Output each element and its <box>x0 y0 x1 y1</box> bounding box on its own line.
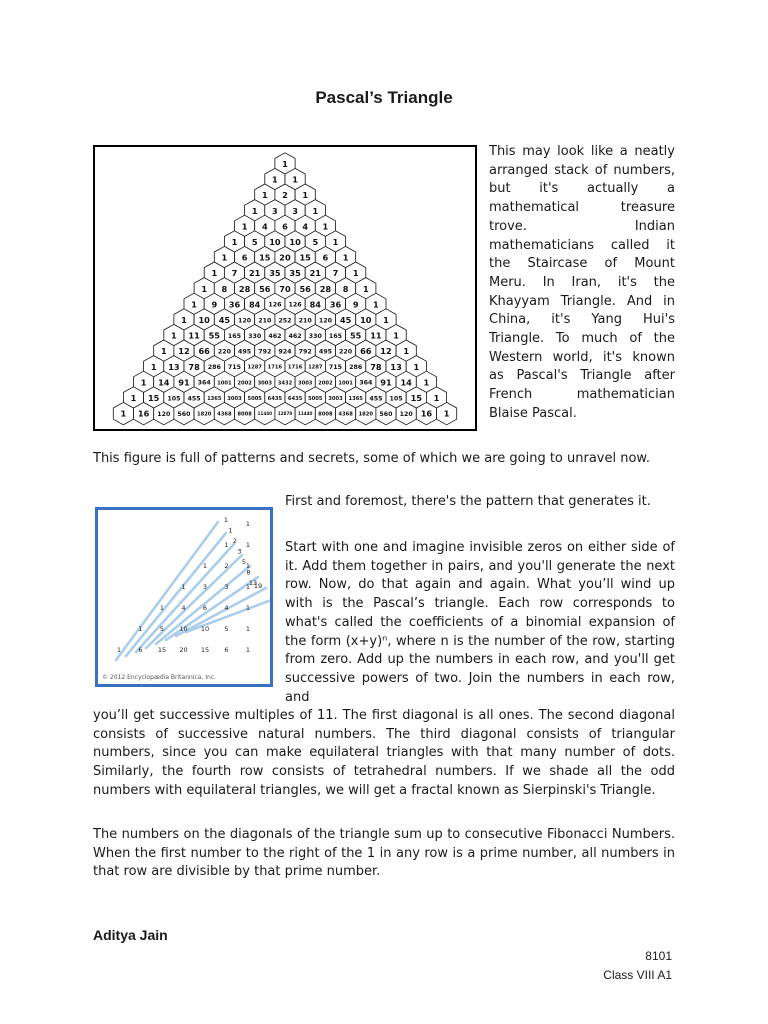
pascal-cell-value: 495 <box>238 348 252 356</box>
diagonal-triangle-value: 3 <box>224 583 229 591</box>
diagonal-triangle-value: 1 <box>245 625 251 633</box>
pascal-cell-value: 1 <box>443 408 450 419</box>
pascal-cell-value: 6435 <box>287 395 303 402</box>
pascal-cell-value: 1 <box>413 361 420 372</box>
pascal-cell-value: 1 <box>221 252 228 263</box>
pascal-cell-value: 84 <box>309 299 322 310</box>
pascal-cell-value: 11440 <box>257 411 273 417</box>
pascal-cell-value: 1287 <box>247 364 262 371</box>
pascal-cell-value: 5 <box>312 236 319 247</box>
pascal-cell-value: 10 <box>269 236 281 247</box>
diagonal-sum-label: 1 <box>228 526 233 535</box>
pascal-cell-value: 66 <box>360 346 372 357</box>
diagonal-triangle-value: 4 <box>224 604 229 612</box>
pascal-cell-value: 2 <box>282 190 288 201</box>
pascal-cell-value: 6 <box>282 221 288 232</box>
start-paragraph: Start with one and imagine invisible zeros on either side of it. Add them together in pairs, and you'll generate the next row. Now, do that again and again. What you’ll wind up with is the Pascal’s triangle. Each row corresponds to what's called the coefficients of a binomial expansion of the form (x+y)ⁿ, where n is the number of the row, starting from zero. Add up the numbers in each row, and you'll get successive powers of two. Join the numbers in each row, and <box>285 540 675 705</box>
pascal-cell-value: 35 <box>269 268 281 279</box>
pascal-cell-value: 1 <box>261 190 268 201</box>
pascal-cell-value: 56 <box>299 283 311 294</box>
pascal-cell-value: 13 <box>390 361 402 372</box>
pascal-cell-value: 1 <box>251 205 258 216</box>
pascal-cell-value: 28 <box>238 283 251 294</box>
diagonal-triangle-value: 1 <box>245 541 251 549</box>
pascal-cell-value: 1001 <box>338 380 353 387</box>
pascal-cell-value: 1 <box>312 205 319 216</box>
pascal-cell-value: 6 <box>241 252 248 263</box>
pascal-cell-value: 715 <box>227 364 242 372</box>
pascal-triangle-figure <box>93 145 477 431</box>
pascal-cell-value: 1 <box>150 361 157 372</box>
pascal-cell-value: 1 <box>191 299 197 310</box>
pascal-cell-value: 15 <box>299 252 311 263</box>
diagonals-figure <box>95 507 273 687</box>
pascal-cell-value: 45 <box>339 314 352 325</box>
pascal-cell-value: 1 <box>201 283 208 294</box>
pascal-cell-value: 1716 <box>287 364 303 371</box>
diagonal-triangle-value: 6 <box>224 646 229 654</box>
diagonal-triangle-value: 1 <box>245 520 251 528</box>
pascal-cell-value: 4368 <box>217 411 232 418</box>
diagonal-triangle-value: 4 <box>181 604 186 612</box>
pascal-cell-value: 8008 <box>237 411 252 418</box>
pascal-cell-value: 9 <box>211 299 218 310</box>
pascal-cell-value: 120 <box>157 410 171 418</box>
pascal-cell-value: 1 <box>211 268 218 279</box>
pascal-cell-value: 2002 <box>318 380 333 387</box>
pascal-cell-value: 45 <box>218 314 231 325</box>
pascal-cell-value: 10 <box>360 314 372 325</box>
diagonal-line <box>176 588 266 636</box>
pascal-cell-value: 210 <box>298 317 312 325</box>
pascal-triangle-graphic <box>95 147 475 429</box>
author-name: Aditya Jain <box>93 927 168 943</box>
pascal-cell-value: 1 <box>120 408 127 419</box>
pascal-cell-value: 364 <box>359 379 373 387</box>
page-title: Pascal’s Triangle <box>315 88 453 107</box>
diagonal-triangle-value: 1 <box>116 646 122 654</box>
pascal-cell-value: 6 <box>322 252 329 263</box>
pascal-cell-value: 6435 <box>267 395 283 402</box>
pascal-cell-value: 1 <box>433 392 440 403</box>
pascal-cell-value: 330 <box>248 332 262 340</box>
diagonal-triangle-value: 1 <box>159 604 165 612</box>
pascal-cell-value: 1 <box>140 377 147 388</box>
pascal-cell-value: 12 <box>178 346 190 357</box>
pascal-cell-value: 105 <box>389 395 403 403</box>
pascal-cell-value: 1 <box>160 346 167 357</box>
pascal-cell-value: 55 <box>349 330 362 341</box>
pascal-cell-value: 330 <box>308 332 322 340</box>
diagonal-sum-label: 1 <box>223 516 229 524</box>
diagonal-triangle-value: 6 <box>138 646 143 654</box>
pascal-cell-value: 56 <box>259 283 271 294</box>
diagonals-graphic <box>98 510 270 684</box>
diagonal-triangle-value: 20 <box>179 646 188 654</box>
diagonal-triangle-value: 5 <box>159 625 165 633</box>
pascal-cell-value: 1 <box>322 221 329 232</box>
pascal-cell-value: 21 <box>248 268 261 279</box>
diagonal-triangle-value: 15 <box>157 646 167 654</box>
pascal-cell-value: 1 <box>352 268 359 279</box>
pascal-cell-value: 15 <box>259 252 271 263</box>
diagonal-triangle-value: 10 <box>179 625 188 633</box>
pascal-cell-value: 220 <box>217 348 231 356</box>
pascal-cell-value: 21 <box>309 268 322 279</box>
pascal-cell-value: 55 <box>208 330 221 341</box>
pascal-cell-value: 8 <box>342 283 349 294</box>
pascal-cell-value: 4 <box>261 221 268 232</box>
intro-paragraph: This may look like a neatly arranged stack of numbers, but it's actually a mathematical treasure trove. Indian mathematicians called it the Staircase of Mount Meru. In Iran, it's the Khayyam Triangle. And in China, it's Yang Hui's Triangle. To much of the Western world, it's known as Pascal's Triangle after French mathematician Blaise Pascal. <box>489 144 675 421</box>
diagonal-sum-label: 2 <box>232 537 238 545</box>
diagonal-triangle-value: 1 <box>202 562 208 570</box>
pascal-cell-value: 9 <box>352 299 359 310</box>
pascal-cell-value: 1 <box>241 221 248 232</box>
diagonal-sum-label: 3 <box>237 547 242 556</box>
pascal-cell-value: 1 <box>393 330 399 341</box>
pascal-cell-value: 8008 <box>318 411 333 418</box>
pascal-cell-value: 66 <box>198 346 210 357</box>
pascal-cell-value: 1 <box>342 252 349 263</box>
pascal-cell-value: 36 <box>329 299 342 310</box>
pascal-cell-value: 15 <box>410 392 423 403</box>
pascal-cell-value: 5005 <box>247 395 262 402</box>
diagonal-triangle-value: 1 <box>245 562 251 570</box>
pascal-cell-value: 3432 <box>277 380 293 387</box>
pascal-cell-value: 91 <box>178 377 190 388</box>
pascal-cell-value: 1365 <box>348 395 363 402</box>
pascal-cell-value: 105 <box>167 395 181 403</box>
diagonal-triangle-value: 10 <box>200 625 210 633</box>
diagonal-triangle-value: 1 <box>224 541 229 549</box>
pascal-cell-value: 1365 <box>207 395 222 402</box>
pascal-cell-value: 10 <box>198 314 210 325</box>
pascal-cell-value: 11 <box>370 330 382 341</box>
pascal-cell-value: 3003 <box>297 380 313 387</box>
pascal-cell-value: 1716 <box>267 364 283 371</box>
pascal-cell-value: 11440 <box>297 411 313 417</box>
pascal-cell-value: 14 <box>400 377 412 388</box>
pascal-cell-value: 15 <box>147 392 160 403</box>
pascal-cell-value: 1001 <box>217 380 232 387</box>
pascal-cell-value: 78 <box>188 361 200 372</box>
diagonal-triangle-value: 5 <box>224 625 229 633</box>
pascal-cell-value: 1 <box>171 330 177 341</box>
pascal-cell-value: 4368 <box>338 411 353 418</box>
diagonal-triangle-value: 15 <box>200 646 210 654</box>
pascal-cell-value: 1 <box>130 392 137 403</box>
pascal-cell-value: 1 <box>292 174 298 185</box>
pascal-cell-value: 560 <box>379 410 393 418</box>
first-paragraph: First and foremost, there's the pattern that generates it. <box>285 494 651 509</box>
diagonal-sum-label: 5 <box>241 558 247 566</box>
pascal-cell-value: 3 <box>292 205 298 216</box>
pascal-cell-value: 120 <box>399 410 413 418</box>
pascal-cell-value: 13 <box>168 361 180 372</box>
pascal-cell-value: 126 <box>288 301 302 309</box>
copyright-label: © 2012 Encyclopædia Britannica, Inc. <box>102 674 217 681</box>
pascal-cell-value: 1820 <box>358 411 374 418</box>
pascal-cell-value: 16 <box>137 408 150 419</box>
diagonal-triangle-value: 6 <box>202 604 208 612</box>
pascal-cell-value: 2002 <box>237 380 252 387</box>
pascal-cell-value: 455 <box>187 395 201 403</box>
pascal-cell-value: 8 <box>221 283 228 294</box>
diagonal-triangle-value: 1 <box>245 583 251 591</box>
pascal-cell-value: 91 <box>380 377 392 388</box>
pascal-cell-value: 1287 <box>308 364 323 371</box>
pascal-cell-value: 715 <box>328 364 343 372</box>
pascal-cell-value: 12 <box>380 346 392 357</box>
diagonal-triangle-value: 1 <box>245 604 251 612</box>
pascal-cell-value: 126 <box>268 301 282 309</box>
pascal-cell-value: 7 <box>332 268 339 279</box>
pascal-cell-value: 5 <box>251 236 258 247</box>
pascal-cell-value: 165 <box>328 332 343 340</box>
pascal-cell-value: 1 <box>332 236 339 247</box>
pascal-cell-value: 924 <box>278 348 292 356</box>
pascal-cell-value: 78 <box>370 361 382 372</box>
pascal-cell-value: 286 <box>207 364 221 372</box>
diagonal-line <box>136 544 234 652</box>
pascal-cell-value: 16 <box>420 408 433 419</box>
pascal-cell-value: 120 <box>318 317 332 325</box>
pascal-cell-value: 84 <box>248 299 261 310</box>
pascal-cell-value: 1 <box>423 377 430 388</box>
pascal-cell-value: 3003 <box>328 395 343 402</box>
pascal-cell-value: 220 <box>339 348 353 356</box>
pascal-cell-value: 1 <box>383 314 389 325</box>
pascal-cell-value: 28 <box>319 283 332 294</box>
pascal-cell-value: 36 <box>228 299 241 310</box>
pascal-cell-value: 14 <box>158 377 170 388</box>
pascal-cell-value: 462 <box>288 332 302 340</box>
diagonal-sum-label: 19 <box>253 582 263 590</box>
pascal-cell-value: 1 <box>373 299 379 310</box>
fibonacci-paragraph: The numbers on the diagonals of the triangle sum up to consecutive Fibonacci Numbers. When the first number to the right of the 1 in any row is a prime number, all numbers in that row are divisible by that prime number. <box>93 827 675 880</box>
pascal-cell-value: 364 <box>197 379 211 387</box>
pascal-cell-value: 1 <box>362 283 369 294</box>
pascal-cell-value: 495 <box>318 348 332 356</box>
pascal-cell-value: 210 <box>258 317 272 325</box>
pascal-cell-value: 792 <box>258 348 272 356</box>
pascal-cell-value: 455 <box>369 395 383 403</box>
pascal-cell-value: 10 <box>289 236 301 247</box>
patterns-paragraph: This figure is full of patterns and secrets, some of which we are going to unravel now. <box>93 451 651 466</box>
pascal-cell-value: 462 <box>268 332 282 340</box>
diagonal-triangle-value: 1 <box>181 583 186 591</box>
diagonal-triangle-value: 1 <box>138 625 143 633</box>
pascal-cell-value: 7 <box>231 268 238 279</box>
diagonal-triangle-value: 1 <box>245 646 251 654</box>
student-details <box>603 947 672 985</box>
class-label: Class VIII A1 <box>603 968 672 982</box>
pascal-cell-value: 560 <box>177 410 191 418</box>
pascal-cell-value: 165 <box>227 332 242 340</box>
pascal-cell-value: 70 <box>279 283 291 294</box>
pascal-cell-value: 3003 <box>227 395 242 402</box>
continued-paragraph: you’ll get successive multiples of 11. The first diagonal is all ones. The second diagonal consists of successive natural numbers. The third diagonal consists of triangular numbers, since you can make equilateral triangles with that many number of dots. Similarly, the fourth row consists of tetrahedral numbers. If we shade all the odd numbers with equilateral triangles, we will get a fractal known as Sierpinski's Triangle. <box>93 708 675 798</box>
diagonal-triangle-value: 2 <box>224 562 229 570</box>
pascal-cell-value: 12870 <box>277 411 293 417</box>
pascal-cell-value: 792 <box>298 348 312 356</box>
pascal-cell-value: 3 <box>272 205 278 216</box>
pascal-cell-value: 1 <box>272 174 278 185</box>
pascal-cell-value: 1 <box>231 236 238 247</box>
pascal-cell-value: 5005 <box>308 395 323 402</box>
diagonal-sum-label: 8 <box>246 568 251 577</box>
pascal-cell-value: 1 <box>403 346 410 357</box>
pascal-cell-value: 20 <box>279 252 291 263</box>
diagonal-triangle-value: 3 <box>202 583 208 591</box>
pascal-cell-value: 35 <box>289 268 301 279</box>
pascal-cell-value: 3003 <box>257 380 273 387</box>
pascal-cell-value: 252 <box>278 317 292 325</box>
pascal-cell-value: 11 <box>188 330 200 341</box>
pascal-cell-value: 1820 <box>196 411 212 418</box>
pascal-cell-value: 1 <box>282 158 288 169</box>
diagonal-sum-label: 13 <box>248 579 258 587</box>
roll-number: 8101 <box>645 949 672 963</box>
pascal-cell-value: 286 <box>349 364 363 372</box>
pascal-cell-value: 1 <box>302 190 309 201</box>
pascal-cell-value: 1 <box>181 314 187 325</box>
pascal-cell-value: 4 <box>302 221 309 232</box>
pascal-cell-value: 120 <box>238 317 252 325</box>
diagonal-line <box>126 533 229 656</box>
